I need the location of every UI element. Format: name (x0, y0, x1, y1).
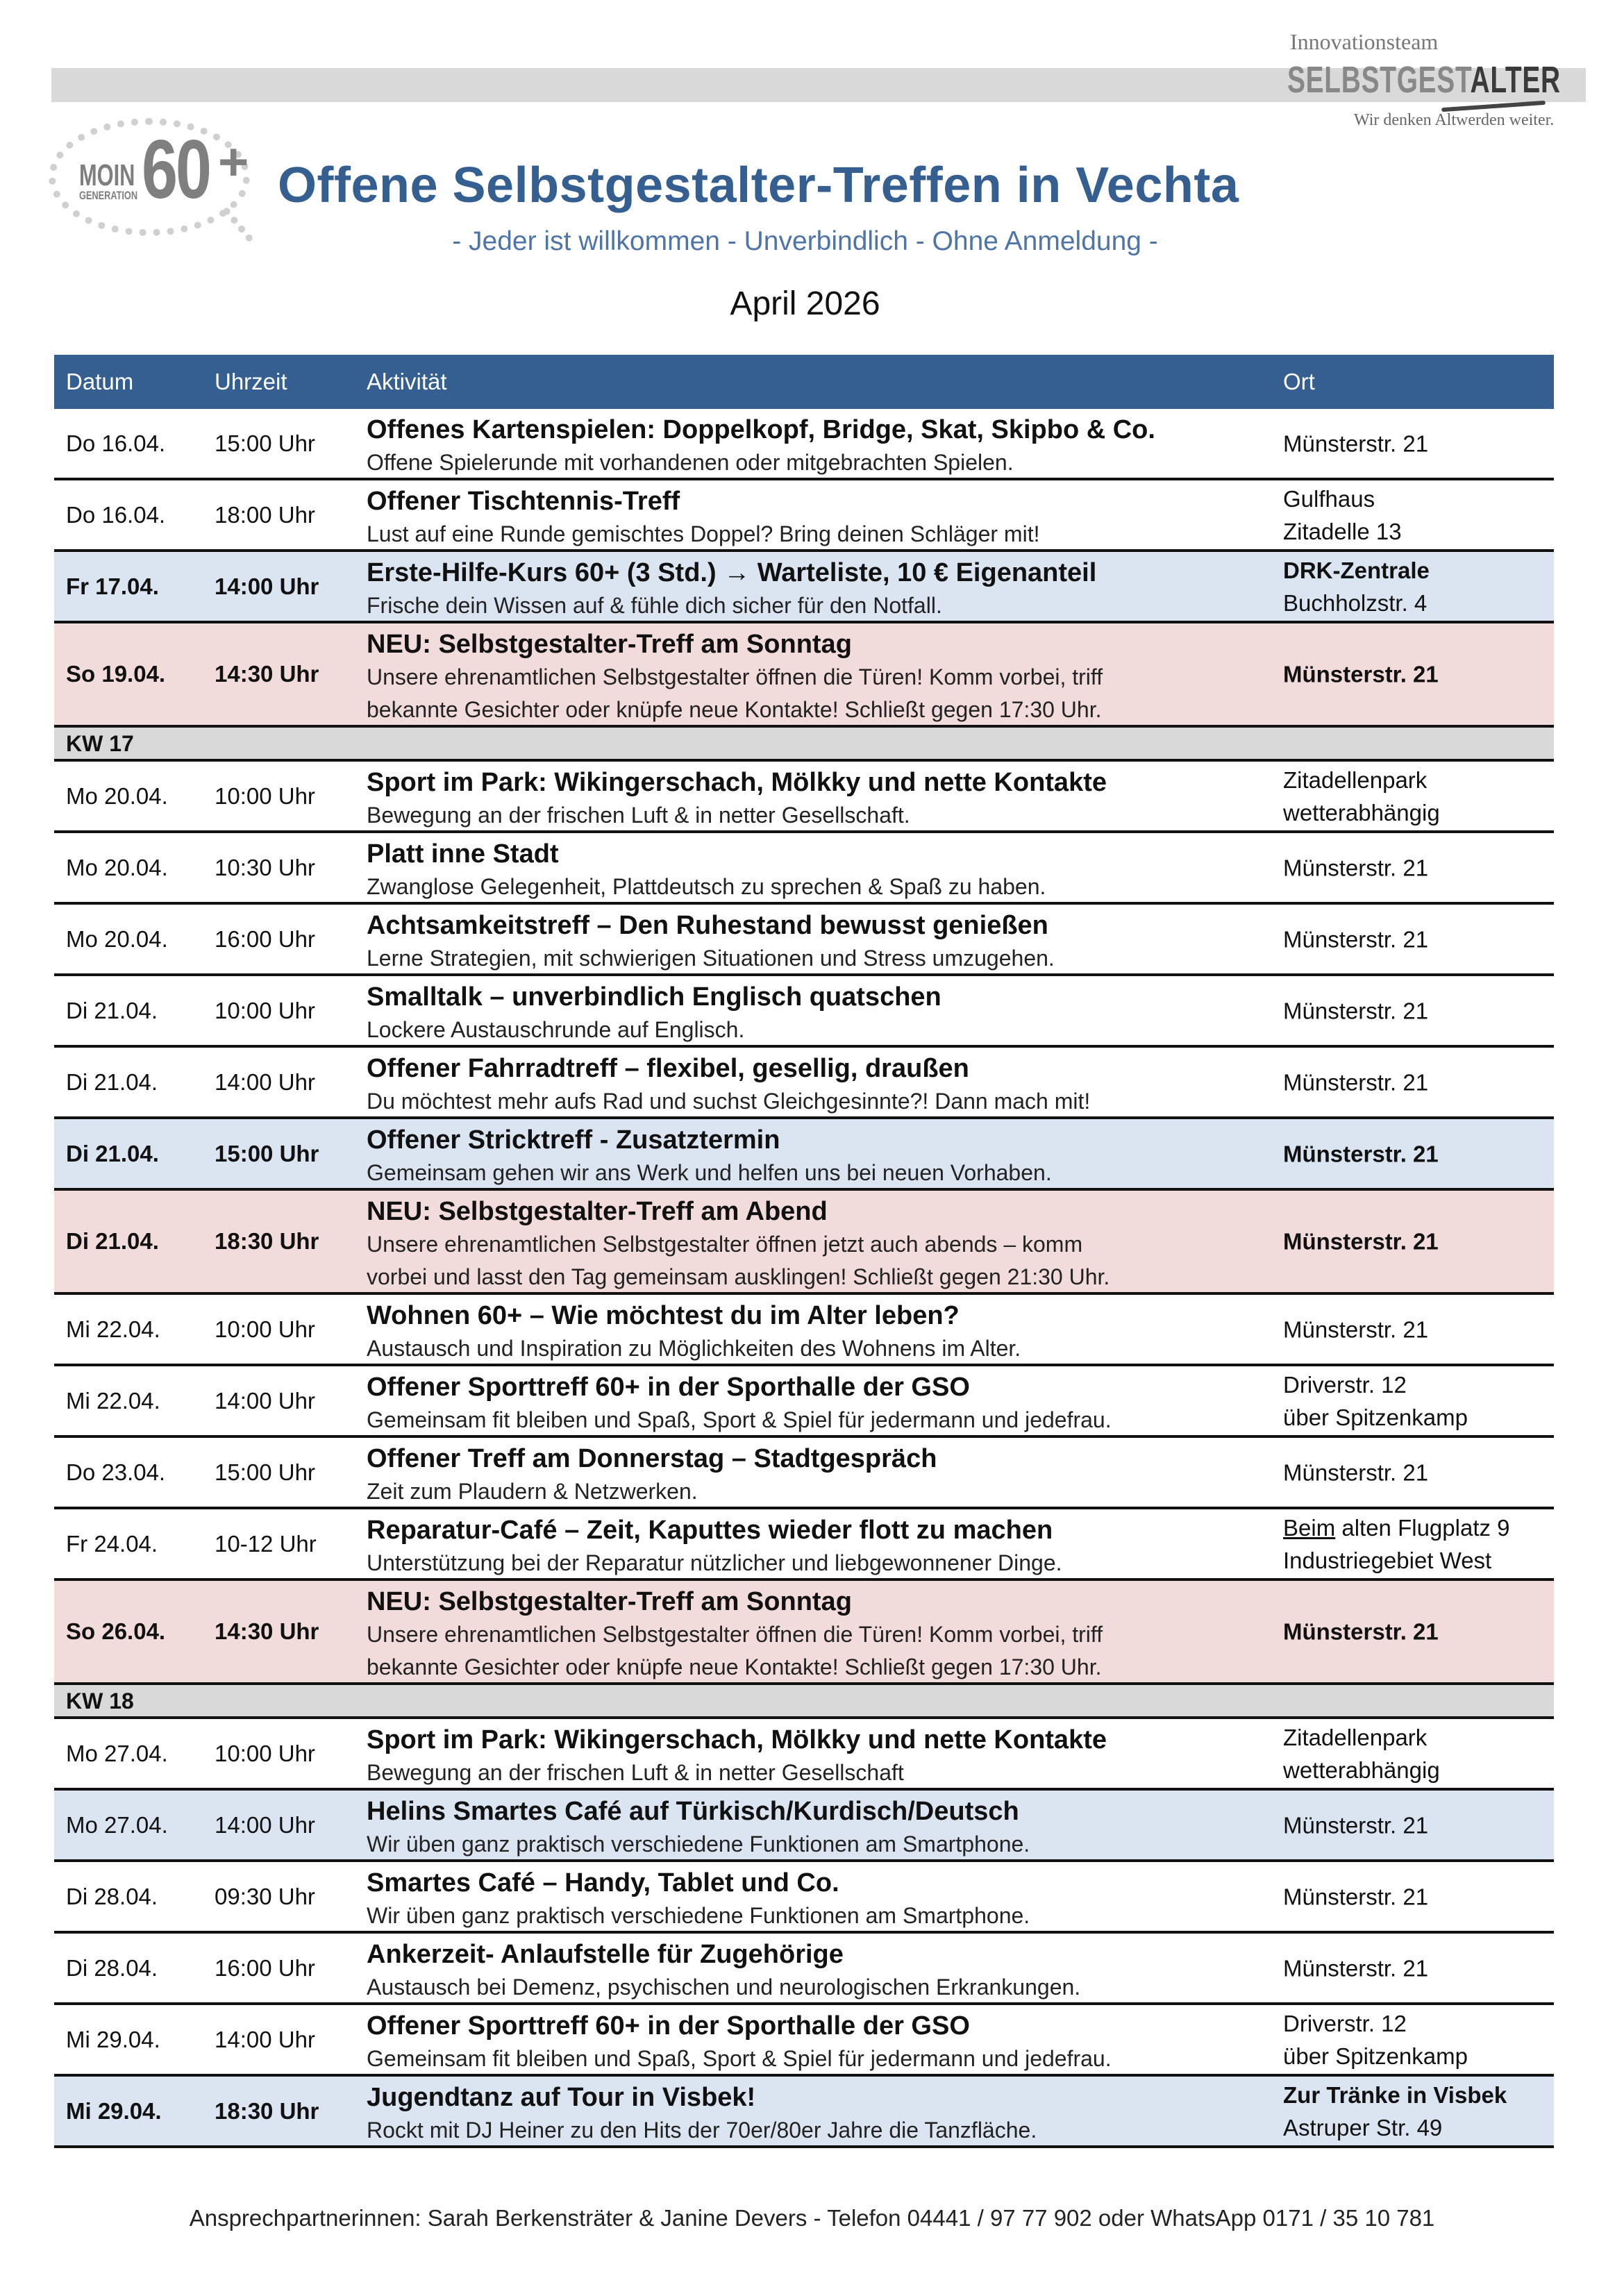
event-description: Lust auf eine Runde gemischtes Doppel? Bring deinen Schläger mit! (367, 521, 1040, 546)
event-location (1283, 1880, 1428, 1913)
brand-swoosh-icon (1441, 101, 1546, 112)
event-activity (367, 413, 1155, 479)
event-row (54, 2005, 1554, 2077)
event-description: Frische dein Wissen auf & fühle dich sicher für den Notfall. (367, 593, 942, 618)
event-time: 15:00 Uhr (215, 430, 315, 456)
event-date: Di 21.04. (66, 1228, 159, 1254)
event-description: Bewegung an der frischen Luft & in netter Gesellschaft (367, 1760, 904, 1785)
event-row (54, 1295, 1554, 1366)
brand-main-text (1287, 58, 1561, 101)
event-title: Smalltalk – unverbindlich Englisch quatschen (367, 982, 941, 1012)
column-header-location: Ort (1283, 369, 1315, 394)
event-date: Fr 17.04. (66, 573, 159, 599)
event-time: 14:00 Uhr (215, 1387, 315, 1414)
event-activity (367, 1123, 1052, 1189)
event-row (54, 1934, 1554, 2005)
event-activity (367, 485, 1039, 551)
event-description: bekannte Gesichter oder knüpfe neue Kontakte! Schließt gegen 17:30 Uhr. (367, 1654, 1102, 1679)
location-line: Gulfhaus (1283, 485, 1375, 512)
event-location (1283, 1721, 1440, 1786)
event-date: So 26.04. (66, 1618, 166, 1644)
week-separator-row (54, 728, 1554, 762)
location-line: Zitadellenpark (1283, 1724, 1428, 1750)
brand-main-b: ALTER (1470, 59, 1561, 101)
event-date: Di 21.04. (66, 1069, 158, 1095)
event-row (54, 1048, 1554, 1119)
location-line: wetterabhängig (1283, 799, 1440, 826)
event-location (1283, 483, 1402, 548)
brand-main-a: SELBSTGEST (1287, 59, 1471, 101)
event-activity (367, 766, 1107, 832)
event-row (54, 1438, 1554, 1509)
brand-tagline: Wir denken Altwerden weiter. (1354, 111, 1555, 129)
events-table (54, 355, 1554, 2148)
event-description: Lerne Strategien, mit schwierigen Situationen und Stress umzugehen. (367, 946, 1055, 971)
event-description: Austausch und Inspiration zu Möglichkeiten des Wohnens im Alter. (367, 1336, 1021, 1361)
location-line: Münsterstr. 21 (1283, 998, 1429, 1023)
event-title: Sport im Park: Wikingerschach, Mölkky und nette Kontakte (367, 1725, 1107, 1754)
event-location (1283, 1137, 1439, 1170)
event-date: Di 21.04. (66, 1140, 159, 1166)
event-title: Platt inne Stadt (367, 839, 559, 869)
location-line: Zitadelle 13 (1283, 518, 1402, 544)
event-title: NEU: Selbstgestalter-Treff am Sonntag (367, 630, 852, 659)
event-time: 09:30 Uhr (215, 1883, 315, 1909)
location-line: Münsterstr. 21 (1283, 1955, 1429, 1981)
event-row (54, 905, 1554, 976)
week-label: KW 18 (66, 1689, 134, 1713)
event-row (54, 552, 1554, 623)
table-header (54, 355, 1554, 409)
location-line: Münsterstr. 21 (1283, 1812, 1429, 1838)
event-time: 14:00 Uhr (215, 573, 319, 599)
event-activity (367, 1195, 1110, 1293)
event-row (54, 1191, 1554, 1295)
event-activity (367, 980, 941, 1046)
event-location (1283, 1952, 1428, 1984)
event-row (54, 1719, 1554, 1791)
event-activity (367, 1514, 1062, 1579)
event-location (1283, 851, 1428, 884)
event-row (54, 2077, 1554, 2148)
event-description: Offene Spielerunde mit vorhandenen oder mitgebrachten Spielen. (367, 450, 1014, 475)
location-line: DRK-Zentrale (1283, 557, 1430, 583)
event-description: Zwanglose Gelegenheit, Plattdeutsch zu sprechen & Spaß zu haben. (367, 874, 1046, 899)
event-location (1283, 994, 1428, 1027)
event-title: Sport im Park: Wikingerschach, Mölkky und nette Kontakte (367, 768, 1107, 797)
event-date: Di 28.04. (66, 1883, 158, 1909)
event-time: 16:00 Uhr (215, 1954, 315, 1981)
event-activity (367, 1795, 1030, 1861)
event-description: Du möchtest mehr aufs Rad und suchst Gleichgesinnte?! Dann mach mit! (367, 1089, 1091, 1114)
event-time: 10:00 Uhr (215, 782, 315, 809)
event-date: Do 16.04. (66, 501, 166, 528)
location-line: Münsterstr. 21 (1283, 1228, 1439, 1255)
event-location (1283, 2079, 1507, 2144)
event-time: 18:00 Uhr (215, 501, 315, 528)
event-title: Offener Sporttreff 60+ in der Sporthalle der GSO (367, 2011, 970, 2041)
event-description: vorbei und lasst den Tag gemeinsam ausklingen! Schließt gegen 21:30 Uhr. (367, 1264, 1110, 1289)
event-time: 15:00 Uhr (215, 1140, 319, 1166)
event-description: bekannte Gesichter oder knüpfe neue Kontakte! Schließt gegen 17:30 Uhr. (367, 697, 1102, 722)
event-time: 14:00 Uhr (215, 1811, 315, 1838)
event-description: Wir üben ganz praktisch verschiedene Funktionen am Smartphone. (367, 1832, 1030, 1857)
event-description: Austausch bei Demenz, psychischen und neurologischen Erkrankungen. (367, 1975, 1081, 2000)
event-time: 16:00 Uhr (215, 925, 315, 952)
event-title: Offener Sporttreff 60+ in der Sporthalle der GSO (367, 1373, 970, 1402)
event-location (1283, 1368, 1468, 1434)
column-header-date: Datum (66, 369, 134, 394)
event-location (1283, 554, 1430, 619)
event-location (1283, 1511, 1510, 1577)
event-row (54, 1862, 1554, 1934)
location-line: Zitadellenpark (1283, 766, 1428, 793)
event-location (1283, 658, 1439, 691)
event-title: Offener Tischtennis-Treff (367, 487, 680, 516)
logo-generation: GENERATION (79, 189, 138, 202)
location-line: wetterabhängig (1283, 1757, 1440, 1783)
event-title: Offenes Kartenspielen: Doppelkopf, Bridge, Skat, Skipbo & Co. (367, 415, 1155, 444)
event-date: Do 16.04. (66, 430, 166, 456)
logo-number: 60 (142, 123, 210, 216)
location-line: Münsterstr. 21 (1283, 1316, 1429, 1342)
subtitle-text: - Jeder ist willkommen - Unverbindlich - Ohne Anmeldung - (452, 226, 1158, 256)
event-time: 14:00 Uhr (215, 2026, 315, 2052)
location-line: Driverstr. 12 (1283, 2010, 1407, 2036)
location-line: über Spitzenkamp (1283, 1404, 1468, 1430)
event-description: Gemeinsam gehen wir ans Werk und helfen uns bei neuen Vorhaben. (367, 1160, 1052, 1185)
event-location (1283, 764, 1440, 829)
event-row (54, 480, 1554, 552)
event-title: Offener Fahrradtreff – flexibel, gesellig, draußen (367, 1054, 969, 1083)
event-activity (367, 1442, 937, 1508)
column-header-time: Uhrzeit (215, 369, 287, 394)
event-title: Smartes Café – Handy, Tablet und Co. (367, 1868, 839, 1897)
event-time: 10:00 Uhr (215, 997, 315, 1023)
location-line: Münsterstr. 21 (1283, 661, 1439, 687)
event-activity (367, 1938, 1080, 2004)
week-separator-row (54, 1685, 1554, 1719)
event-date: Mi 29.04. (66, 2097, 162, 2124)
week-label: KW 17 (66, 731, 134, 756)
event-activity (367, 556, 1096, 622)
event-date: Di 21.04. (66, 997, 158, 1023)
event-row (54, 1366, 1554, 1438)
event-activity (367, 837, 1046, 903)
event-activity (367, 1371, 1112, 1436)
location-line: Münsterstr. 21 (1283, 1884, 1429, 1909)
footer-contact: Ansprechpartnerinnen: Sarah Berkensträter & Janine Devers - Telefon 04441 / 97 77 902 oder WhatsApp 0171 / 35 10 781 (189, 2205, 1435, 2231)
event-location (1283, 1066, 1428, 1098)
event-time: 15:00 Uhr (215, 1459, 315, 1485)
location-line: Beim alten Flugplatz 9 (1283, 1514, 1510, 1541)
event-date: Mo 27.04. (66, 1811, 168, 1838)
event-row (54, 1119, 1554, 1191)
location-line: Zur Tränke in Visbek (1283, 2081, 1507, 2108)
event-activity (367, 909, 1055, 975)
event-location (1283, 1809, 1428, 1841)
event-description: Gemeinsam fit bleiben und Spaß, Sport & Spiel für jedermann und jedefrau. (367, 2046, 1112, 2071)
event-activity (367, 2009, 1112, 2075)
event-description: Gemeinsam fit bleiben und Spaß, Sport & Spiel für jedermann und jedefrau. (367, 1407, 1112, 1432)
event-time: 14:30 Uhr (215, 661, 319, 687)
page-subtitle (0, 226, 1624, 257)
event-description: Zeit zum Plaudern & Netzwerken. (367, 1479, 698, 1504)
event-time: 10:30 Uhr (215, 854, 315, 880)
event-time: 18:30 Uhr (215, 2097, 319, 2124)
event-location (1283, 427, 1428, 460)
event-location (1283, 1225, 1439, 1258)
location-line: Münsterstr. 21 (1283, 1069, 1429, 1095)
event-title: Offener Stricktreff - Zusatztermin (367, 1125, 780, 1155)
event-date: So 19.04. (66, 661, 166, 687)
event-time: 10:00 Uhr (215, 1316, 315, 1342)
event-activity (367, 1585, 1103, 1684)
location-line: Münsterstr. 21 (1283, 430, 1429, 456)
event-date: Mo 27.04. (66, 1740, 168, 1766)
location-line: Münsterstr. 21 (1283, 926, 1429, 952)
brand-top-text: Innovationsteam (1290, 29, 1439, 54)
event-description: Wir üben ganz praktisch verschiedene Funktionen am Smartphone. (367, 1903, 1030, 1928)
event-date: Mi 22.04. (66, 1316, 160, 1342)
event-title: Reparatur-Café – Zeit, Kaputtes wieder flott zu machen (367, 1516, 1053, 1545)
logo-plus: + (218, 133, 249, 192)
logo-moin: MOIN (79, 158, 135, 192)
event-location (1283, 1313, 1428, 1346)
event-row (54, 409, 1554, 480)
location-line: Münsterstr. 21 (1283, 855, 1429, 880)
event-date: Mi 22.04. (66, 1387, 160, 1414)
event-date: Fr 24.04. (66, 1530, 158, 1557)
event-row (54, 1791, 1554, 1862)
event-date: Mi 29.04. (66, 2026, 160, 2052)
event-row (54, 976, 1554, 1048)
event-activity (367, 628, 1103, 726)
event-description: Bewegung an der frischen Luft & in netter Gesellschaft. (367, 803, 910, 828)
event-date: Mo 20.04. (66, 854, 168, 880)
event-title: NEU: Selbstgestalter-Treff am Abend (367, 1197, 828, 1226)
event-title: NEU: Selbstgestalter-Treff am Sonntag (367, 1587, 852, 1616)
table-body (54, 409, 1554, 2148)
event-date: Di 28.04. (66, 1954, 158, 1981)
event-description: Lockere Austauschrunde auf Englisch. (367, 1017, 745, 1042)
event-row (54, 833, 1554, 905)
event-title: Wohnen 60+ – Wie möchtest du im Alter leben? (367, 1301, 960, 1330)
event-time: 10:00 Uhr (215, 1740, 315, 1766)
month-text: April 2026 (730, 285, 880, 322)
underlined-word: Beim (1283, 1514, 1336, 1541)
event-location (1283, 1616, 1439, 1648)
event-time: 14:30 Uhr (215, 1618, 319, 1644)
event-description: Unsere ehrenamtlichen Selbstgestalter öffnen die Türen! Komm vorbei, triff (367, 664, 1103, 689)
event-title: Jugendtanz auf Tour in Visbek! (367, 2083, 756, 2112)
event-date: Mo 20.04. (66, 782, 168, 809)
location-line: Astruper Str. 49 (1283, 2114, 1443, 2140)
page-title: Offene Selbstgestalter-Treffen in Vechta (278, 158, 1239, 213)
event-title: Achtsamkeitstreff – Den Ruhestand bewusst genießen (367, 911, 1048, 940)
location-line: Buchholzstr. 4 (1283, 589, 1428, 616)
event-time: 10-12 Uhr (215, 1530, 317, 1557)
event-time: 14:00 Uhr (215, 1069, 315, 1095)
location-line: Driverstr. 12 (1283, 1371, 1407, 1398)
location-line: Münsterstr. 21 (1283, 1459, 1429, 1485)
event-row (54, 1509, 1554, 1581)
event-title: Erste-Hilfe-Kurs 60+ (3 Std.) → Warteliste, 10 € Eigenanteil (367, 558, 1097, 587)
event-date: Mo 20.04. (66, 925, 168, 952)
event-activity (367, 1052, 1090, 1118)
event-activity (367, 1723, 1107, 1789)
location-line: Münsterstr. 21 (1283, 1141, 1439, 1166)
event-activity (367, 1299, 1021, 1365)
event-row (54, 762, 1554, 833)
event-description: Unsere ehrenamtlichen Selbstgestalter öffnen jetzt auch abends – komm (367, 1232, 1083, 1257)
event-row (54, 623, 1554, 728)
event-title: Ankerzeit- Anlaufstelle für Zugehörige (367, 1940, 844, 1969)
selbstgestalter-logo (1278, 29, 1569, 133)
column-header-activity: Aktivität (367, 369, 447, 394)
event-location (1283, 923, 1428, 955)
event-date: Do 23.04. (66, 1459, 166, 1485)
event-activity (367, 1866, 1030, 1932)
event-description: Rockt mit DJ Heiner zu den Hits der 70er/80er Jahre die Tanzfläche. (367, 2118, 1037, 2143)
event-description: Unterstützung bei der Reparatur nützlicher und liebgewonnener Dinge. (367, 1550, 1062, 1575)
event-title: Offener Treff am Donnerstag – Stadtgespräch (367, 1444, 937, 1473)
event-description: Unsere ehrenamtlichen Selbstgestalter öffnen die Türen! Komm vorbei, triff (367, 1622, 1103, 1647)
event-activity (367, 2081, 1037, 2147)
event-location (1283, 1456, 1428, 1489)
month-label (0, 285, 1624, 323)
location-line: Münsterstr. 21 (1283, 1618, 1439, 1645)
event-time: 18:30 Uhr (215, 1228, 319, 1254)
event-row (54, 1581, 1554, 1685)
event-title: Helins Smartes Café auf Türkisch/Kurdisch/Deutsch (367, 1797, 1019, 1826)
location-line: Industriegebiet West (1283, 1547, 1492, 1573)
location-line: über Spitzenkamp (1283, 2043, 1468, 2069)
event-location (1283, 2007, 1468, 2072)
